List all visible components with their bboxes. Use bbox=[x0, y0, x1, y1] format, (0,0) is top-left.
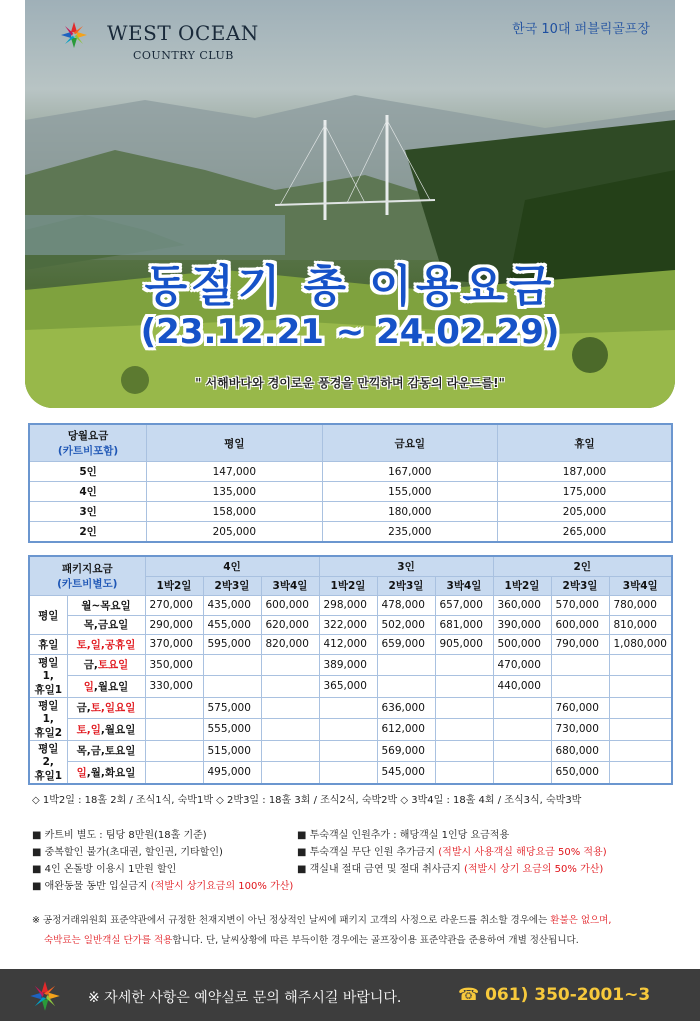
note-text: ■ 애완동물 동반 입실금지 bbox=[32, 881, 151, 892]
price-cell: 659,000 bbox=[377, 635, 435, 655]
table-header-row bbox=[29, 424, 672, 462]
price-cell bbox=[319, 740, 377, 761]
price-cell bbox=[261, 761, 319, 783]
price-cell: 322,000 bbox=[319, 615, 377, 635]
price-cell bbox=[261, 676, 319, 698]
day-text-red: 토요일 bbox=[97, 659, 129, 672]
price-cell bbox=[319, 697, 377, 719]
day-label bbox=[67, 761, 145, 783]
note-text: ■ 카트비 별도 : 팀당 8만원(18홀 기준) bbox=[32, 830, 207, 841]
price-cell: 810,000 bbox=[609, 615, 672, 635]
price-cell bbox=[609, 697, 672, 719]
package-fee-table bbox=[28, 555, 673, 785]
price-cell: 681,000 bbox=[435, 615, 493, 635]
price-cell: 158,000 bbox=[147, 502, 322, 522]
price-cell: 515,000 bbox=[203, 740, 261, 761]
column-header: 평일 bbox=[147, 424, 322, 462]
price-cell bbox=[493, 719, 551, 741]
note-left-4 bbox=[32, 877, 293, 892]
price-cell: 235,000 bbox=[322, 522, 497, 543]
group-header: 3인 bbox=[319, 556, 493, 576]
price-cell: 1,080,000 bbox=[609, 635, 672, 655]
day-fee-head bbox=[29, 424, 147, 462]
row-group-label bbox=[29, 740, 67, 784]
table-row bbox=[29, 482, 672, 502]
price-cell bbox=[493, 740, 551, 761]
nights-header: 2박3일 bbox=[551, 576, 609, 596]
column-header: 휴일 bbox=[498, 424, 673, 462]
day-text-red: 일 bbox=[76, 766, 87, 779]
price-cell: 600,000 bbox=[261, 596, 319, 616]
day-fee-head-note: (카트비포함) bbox=[57, 445, 119, 457]
note-left-1 bbox=[32, 826, 207, 841]
price-cell: 500,000 bbox=[493, 635, 551, 655]
price-cell: 135,000 bbox=[147, 482, 322, 502]
day-label bbox=[67, 615, 145, 635]
package-info: ◇ 1박2일 : 18홀 2회 / 조식1식, 숙박1박 ◇ 2박3일 : 18홀 3회 / 조식2식, 숙박2박 ◇ 3박4일 : 18홀 4회 / 조식3식, 숙박3박 bbox=[32, 795, 582, 806]
note-warning: (적발시 상기요금의 100% 가산) bbox=[150, 881, 294, 892]
price-cell bbox=[609, 740, 672, 761]
day-fee-table bbox=[28, 423, 673, 543]
price-cell bbox=[203, 654, 261, 676]
footer-bar bbox=[0, 969, 700, 1021]
nights-header: 1박2일 bbox=[145, 576, 203, 596]
table-row bbox=[29, 596, 672, 616]
period: (23.12.21 ~ 24.02.29) bbox=[140, 312, 560, 352]
day-label bbox=[67, 676, 145, 698]
price-cell: 569,000 bbox=[377, 740, 435, 761]
price-cell: 820,000 bbox=[261, 635, 319, 655]
price-cell bbox=[435, 719, 493, 741]
price-cell: 265,000 bbox=[498, 522, 673, 543]
row-label: 2인 bbox=[29, 522, 147, 543]
day-text: ,월요일 bbox=[100, 723, 136, 736]
package-head bbox=[29, 556, 145, 596]
policy-text: 합니다. 단, 날씨상황에 따른 부득이한 경우에는 골프장이용 표준약관을 준용하여 개별 정산됩니다. bbox=[172, 935, 579, 946]
note-warning: (적발시 사용객실 해당요금 50% 적용) bbox=[438, 847, 607, 858]
note-text: ■ 객실내 절대 금연 및 절대 취사금지 bbox=[297, 864, 464, 875]
price-cell bbox=[609, 719, 672, 741]
day-text: 금, bbox=[76, 702, 91, 715]
nights-header: 2박3일 bbox=[377, 576, 435, 596]
row-label: 5인 bbox=[29, 462, 147, 482]
nights-header: 3박4일 bbox=[261, 576, 319, 596]
nights-header: 3박4일 bbox=[435, 576, 493, 596]
price-cell: 650,000 bbox=[551, 761, 609, 783]
day-text: ,월,화요일 bbox=[86, 766, 136, 779]
policy-text: ※ 공정거래위원회 표준약관에서 규정한 천재지변이 아닌 정상적인 날씨에 패키지 고객의 사정으로 라운드를 취소할 경우에는 bbox=[32, 915, 551, 926]
price-cell: 290,000 bbox=[145, 615, 203, 635]
price-cell: 780,000 bbox=[609, 596, 672, 616]
price-cell: 502,000 bbox=[377, 615, 435, 635]
row-group-label: 평일 bbox=[29, 596, 67, 635]
price-cell bbox=[493, 761, 551, 783]
price-cell: 180,000 bbox=[322, 502, 497, 522]
table-row bbox=[29, 697, 672, 719]
price-cell: 455,000 bbox=[203, 615, 261, 635]
day-fee-head-title: 당월요금 bbox=[67, 430, 109, 442]
price-cell bbox=[435, 676, 493, 698]
price-cell bbox=[261, 697, 319, 719]
row-group-line: 휴일2 bbox=[34, 726, 63, 739]
price-cell: 730,000 bbox=[551, 719, 609, 741]
day-label bbox=[67, 740, 145, 761]
day-label bbox=[67, 635, 145, 655]
price-cell: 389,000 bbox=[319, 654, 377, 676]
price-cell bbox=[609, 676, 672, 698]
row-group-label: 휴일 bbox=[29, 635, 67, 655]
price-cell bbox=[261, 740, 319, 761]
price-cell: 175,000 bbox=[498, 482, 673, 502]
day-label bbox=[67, 654, 145, 676]
price-cell bbox=[145, 740, 203, 761]
table-row bbox=[29, 740, 672, 761]
phone-number[interactable]: ☎ 061) 350-2001~3 bbox=[458, 985, 651, 1005]
price-cell: 330,000 bbox=[145, 676, 203, 698]
note-right-3 bbox=[297, 860, 603, 875]
policy-highlight: 숙박료는 일반객실 단가를 적용 bbox=[44, 935, 173, 946]
contact-text: ※ 자세한 사항은 예약실로 문의 해주시길 바랍니다. bbox=[88, 990, 402, 1006]
price-cell: 440,000 bbox=[493, 676, 551, 698]
price-cell: 545,000 bbox=[377, 761, 435, 783]
nights-header: 3박4일 bbox=[609, 576, 672, 596]
day-text-red: 토,일요일 bbox=[90, 702, 136, 715]
note-left-2 bbox=[32, 843, 223, 858]
row-group-label bbox=[29, 697, 67, 740]
page-title: 동절기 총 이용요금 bbox=[144, 261, 556, 312]
price-cell bbox=[435, 761, 493, 783]
price-cell bbox=[377, 676, 435, 698]
package-head-note: (카트비별도) bbox=[57, 578, 118, 590]
nights-header: 1박2일 bbox=[319, 576, 377, 596]
price-cell: 600,000 bbox=[551, 615, 609, 635]
package-head-title: 패키지요금 bbox=[61, 563, 113, 575]
price-cell: 575,000 bbox=[203, 697, 261, 719]
price-cell: 495,000 bbox=[203, 761, 261, 783]
price-cell bbox=[377, 654, 435, 676]
price-cell: 595,000 bbox=[203, 635, 261, 655]
day-text-red: 토,일 bbox=[76, 723, 101, 736]
row-label: 3인 bbox=[29, 502, 147, 522]
price-cell bbox=[609, 761, 672, 783]
price-cell bbox=[435, 654, 493, 676]
day-text: 금, bbox=[83, 659, 98, 672]
row-group-line: 평일1, bbox=[38, 656, 59, 682]
day-text: 월~목요일 bbox=[81, 599, 131, 612]
price-cell: 412,000 bbox=[319, 635, 377, 655]
price-cell bbox=[261, 719, 319, 741]
price-cell bbox=[551, 676, 609, 698]
price-cell bbox=[203, 676, 261, 698]
price-cell: 167,000 bbox=[322, 462, 497, 482]
price-cell: 657,000 bbox=[435, 596, 493, 616]
club-logo-icon bbox=[59, 20, 89, 50]
price-cell bbox=[493, 697, 551, 719]
price-cell bbox=[609, 654, 672, 676]
day-text: ,월요일 bbox=[93, 680, 129, 693]
price-cell: 205,000 bbox=[498, 502, 673, 522]
price-cell: 570,000 bbox=[551, 596, 609, 616]
price-cell bbox=[145, 697, 203, 719]
price-cell bbox=[145, 719, 203, 741]
price-cell: 147,000 bbox=[147, 462, 322, 482]
table-row bbox=[29, 654, 672, 676]
price-cell: 390,000 bbox=[493, 615, 551, 635]
price-cell bbox=[551, 654, 609, 676]
table-row bbox=[29, 615, 672, 635]
price-cell bbox=[435, 697, 493, 719]
price-cell: 612,000 bbox=[377, 719, 435, 741]
group-header: 2인 bbox=[493, 556, 672, 576]
price-cell: 187,000 bbox=[498, 462, 673, 482]
price-cell: 478,000 bbox=[377, 596, 435, 616]
price-cell: 435,000 bbox=[203, 596, 261, 616]
note-left-3 bbox=[32, 860, 176, 875]
tagline: 한국 10대 퍼블릭골프장 bbox=[512, 22, 650, 37]
club-subtitle: COUNTRY CLUB bbox=[133, 49, 234, 62]
note-text: ■ 중복할인 불가(초대권, 할인권, 기타할인) bbox=[32, 847, 223, 858]
nights-header: 2박3일 bbox=[203, 576, 261, 596]
table-row bbox=[29, 522, 672, 543]
policy-highlight: 환불은 없으며, bbox=[550, 915, 612, 926]
price-cell: 680,000 bbox=[551, 740, 609, 761]
price-cell bbox=[435, 740, 493, 761]
price-cell: 636,000 bbox=[377, 697, 435, 719]
table-row bbox=[29, 719, 672, 741]
day-text: 목,금요일 bbox=[83, 619, 129, 632]
price-cell bbox=[145, 761, 203, 783]
slogan: " 서해바다와 경이로운 풍경을 만끽하며 감동의 라운드를!" bbox=[195, 376, 505, 390]
price-cell: 470,000 bbox=[493, 654, 551, 676]
price-cell: 298,000 bbox=[319, 596, 377, 616]
note-text: ■ 4인 온돌방 이용시 1만원 할인 bbox=[32, 864, 177, 875]
table-row bbox=[29, 635, 672, 655]
price-cell: 350,000 bbox=[145, 654, 203, 676]
table-row bbox=[29, 502, 672, 522]
day-label bbox=[67, 697, 145, 719]
hero-banner bbox=[25, 0, 675, 408]
policy-line-1 bbox=[32, 912, 611, 926]
price-cell: 555,000 bbox=[203, 719, 261, 741]
table-row bbox=[29, 676, 672, 698]
table-row bbox=[29, 761, 672, 783]
day-text-red: 일 bbox=[83, 680, 94, 693]
note-text: ■ 투숙객실 인원추가 : 해당객실 1인당 요금적용 bbox=[297, 830, 510, 841]
note-warning: (적발시 상기 요금의 50% 가산) bbox=[463, 864, 604, 875]
row-group-line: 휴일1 bbox=[34, 683, 63, 696]
price-cell: 370,000 bbox=[145, 635, 203, 655]
day-text: 목,금,토요일 bbox=[76, 745, 136, 758]
note-text: ■ 투숙객실 무단 인원 추가금지 bbox=[297, 847, 439, 858]
row-group-label bbox=[29, 654, 67, 697]
price-cell: 760,000 bbox=[551, 697, 609, 719]
row-group-line: 휴일1 bbox=[34, 769, 63, 782]
row-group-line: 평일1, bbox=[38, 699, 59, 725]
club-name: WEST OCEAN bbox=[107, 21, 259, 45]
group-header: 4인 bbox=[145, 556, 319, 576]
price-cell: 365,000 bbox=[319, 676, 377, 698]
policy-line-2 bbox=[44, 932, 579, 946]
day-label bbox=[67, 719, 145, 741]
price-cell: 905,000 bbox=[435, 635, 493, 655]
price-cell: 205,000 bbox=[147, 522, 322, 543]
price-cell: 270,000 bbox=[145, 596, 203, 616]
price-cell: 360,000 bbox=[493, 596, 551, 616]
note-right-1 bbox=[297, 826, 509, 841]
price-cell: 790,000 bbox=[551, 635, 609, 655]
price-cell bbox=[319, 719, 377, 741]
club-logo-icon bbox=[28, 979, 62, 1013]
day-label bbox=[67, 596, 145, 616]
row-group-line: 평일2, bbox=[38, 742, 59, 768]
row-label: 4인 bbox=[29, 482, 147, 502]
price-cell: 155,000 bbox=[322, 482, 497, 502]
column-header: 금요일 bbox=[322, 424, 497, 462]
note-right-2 bbox=[297, 843, 607, 858]
table-row bbox=[29, 462, 672, 482]
day-text-red: 토,일,공휴일 bbox=[76, 638, 136, 651]
price-cell: 620,000 bbox=[261, 615, 319, 635]
price-cell bbox=[319, 761, 377, 783]
price-cell bbox=[261, 654, 319, 676]
nights-header: 1박2일 bbox=[493, 576, 551, 596]
table-header-row bbox=[29, 556, 672, 576]
